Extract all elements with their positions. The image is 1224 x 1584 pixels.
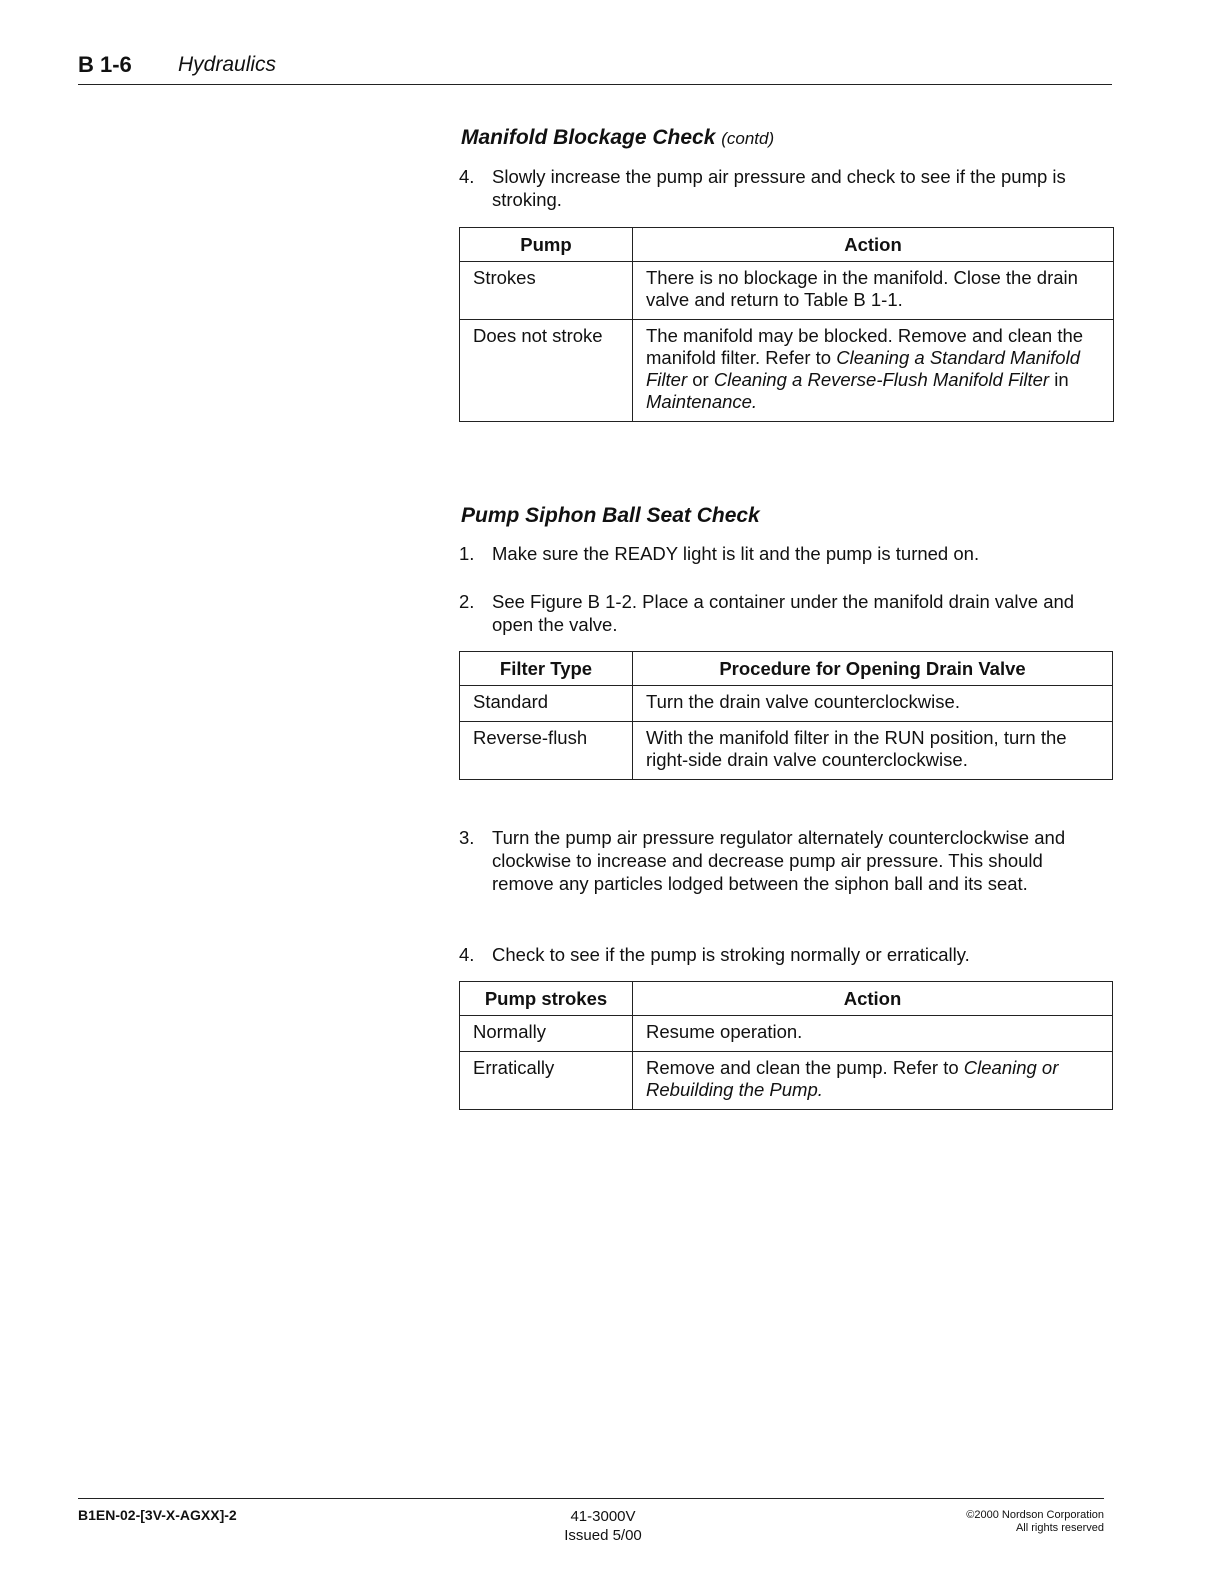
section-code: B 1-6 <box>78 52 132 77</box>
table-cell: Resume operation. <box>633 1016 1113 1052</box>
page-header <box>78 50 1112 85</box>
table-cell: Erratically <box>460 1052 633 1110</box>
table-cell: Turn the drain valve counterclockwise. <box>633 686 1113 722</box>
step-4-manifold <box>459 165 1109 211</box>
table-cell: There is no blockage in the manifold. Close the drain valve and return to Table B 1-1. <box>633 262 1114 320</box>
filter-type-table <box>459 651 1113 780</box>
step-text: Check to see if the pump is stroking normally or erratically. <box>492 944 970 965</box>
table-header-row <box>460 652 1113 686</box>
part-number: 41-3000V <box>570 1508 636 1525</box>
step-number: 2. <box>459 591 475 612</box>
table-cell: Standard <box>460 686 633 722</box>
table-cell: With the manifold filter in the RUN position, turn the right-side drain valve counterclockwise. <box>633 722 1113 780</box>
column-header: Pump strokes <box>460 982 633 1016</box>
manifold-blockage-heading <box>461 126 774 150</box>
pump-strokes-table <box>459 981 1113 1110</box>
table-row <box>460 686 1113 722</box>
section-title: Hydraulics <box>178 53 277 76</box>
step-3-siphon <box>459 826 1109 895</box>
column-header: Procedure for Opening Drain Valve <box>633 652 1113 686</box>
cell-text: Remove and clean the pump. Refer to <box>646 1057 964 1078</box>
cell-reference: Cleaning a Standard Manifold Filter <box>646 347 1080 390</box>
table-row <box>460 262 1114 320</box>
step-2-siphon <box>459 590 1109 636</box>
cell-text: or <box>687 369 714 390</box>
table-cell: Normally <box>460 1016 633 1052</box>
issue-date: Issued 5/00 <box>564 1527 642 1544</box>
table-header-row <box>460 982 1113 1016</box>
cell-reference: Cleaning or Rebuilding the Pump. <box>646 1057 1059 1100</box>
table-header-row <box>460 228 1114 262</box>
step-1-siphon <box>459 542 1109 565</box>
doc-code: B1EN-02-[3V-X-AGXX]-2 <box>78 1507 237 1523</box>
step-number: 1. <box>459 543 475 564</box>
heading-text: Manifold Blockage Check <box>461 126 716 149</box>
pump-action-table <box>459 227 1114 422</box>
table-row <box>460 722 1113 780</box>
pump-siphon-heading: Pump Siphon Ball Seat Check <box>461 504 760 527</box>
heading-contd: (contd) <box>721 129 775 148</box>
copyright-block <box>966 1509 1104 1535</box>
step-number: 3. <box>459 827 475 848</box>
cell-text: The manifold may be blocked. Remove and clean the manifold filter. Refer to <box>646 325 1084 368</box>
column-header: Action <box>633 982 1113 1016</box>
copyright-text: ©2000 Nordson Corporation <box>966 1509 1104 1521</box>
table-cell: Reverse-flush <box>460 722 633 780</box>
rights-text: All rights reserved <box>1015 1522 1104 1534</box>
step-text: Make sure the READY light is lit and the pump is turned on. <box>492 543 980 564</box>
table-row <box>460 320 1114 422</box>
step-text: Slowly increase the pump air pressure and check to see if the pump is stroking. <box>492 166 1066 210</box>
step-text: Turn the pump air pressure regulator alternately counterclockwise and clockwise to increase and decrease pump air pressure. This should remove any particles lodged between the siphon ball and its seat. <box>492 827 1066 894</box>
step-number: 4. <box>459 944 475 965</box>
table-row <box>460 1052 1113 1110</box>
cell-text: in <box>1049 369 1069 390</box>
table-cell <box>633 1052 1113 1110</box>
column-header: Filter Type <box>460 652 633 686</box>
step-text: See Figure B 1-2. Place a container under the manifold drain valve and open the valve. <box>492 591 1075 635</box>
page-footer <box>78 1498 1104 1544</box>
part-info <box>548 1507 658 1545</box>
table-cell: Strokes <box>460 262 633 320</box>
table-cell: Does not stroke <box>460 320 633 422</box>
table-cell <box>633 320 1114 422</box>
column-header: Pump <box>460 228 633 262</box>
cell-reference: Maintenance. <box>646 391 758 412</box>
table-row <box>460 1016 1113 1052</box>
step-4-siphon <box>459 943 1109 966</box>
step-number: 4. <box>459 166 475 187</box>
column-header: Action <box>633 228 1114 262</box>
cell-reference: Cleaning a Reverse-Flush Manifold Filter <box>713 369 1050 390</box>
